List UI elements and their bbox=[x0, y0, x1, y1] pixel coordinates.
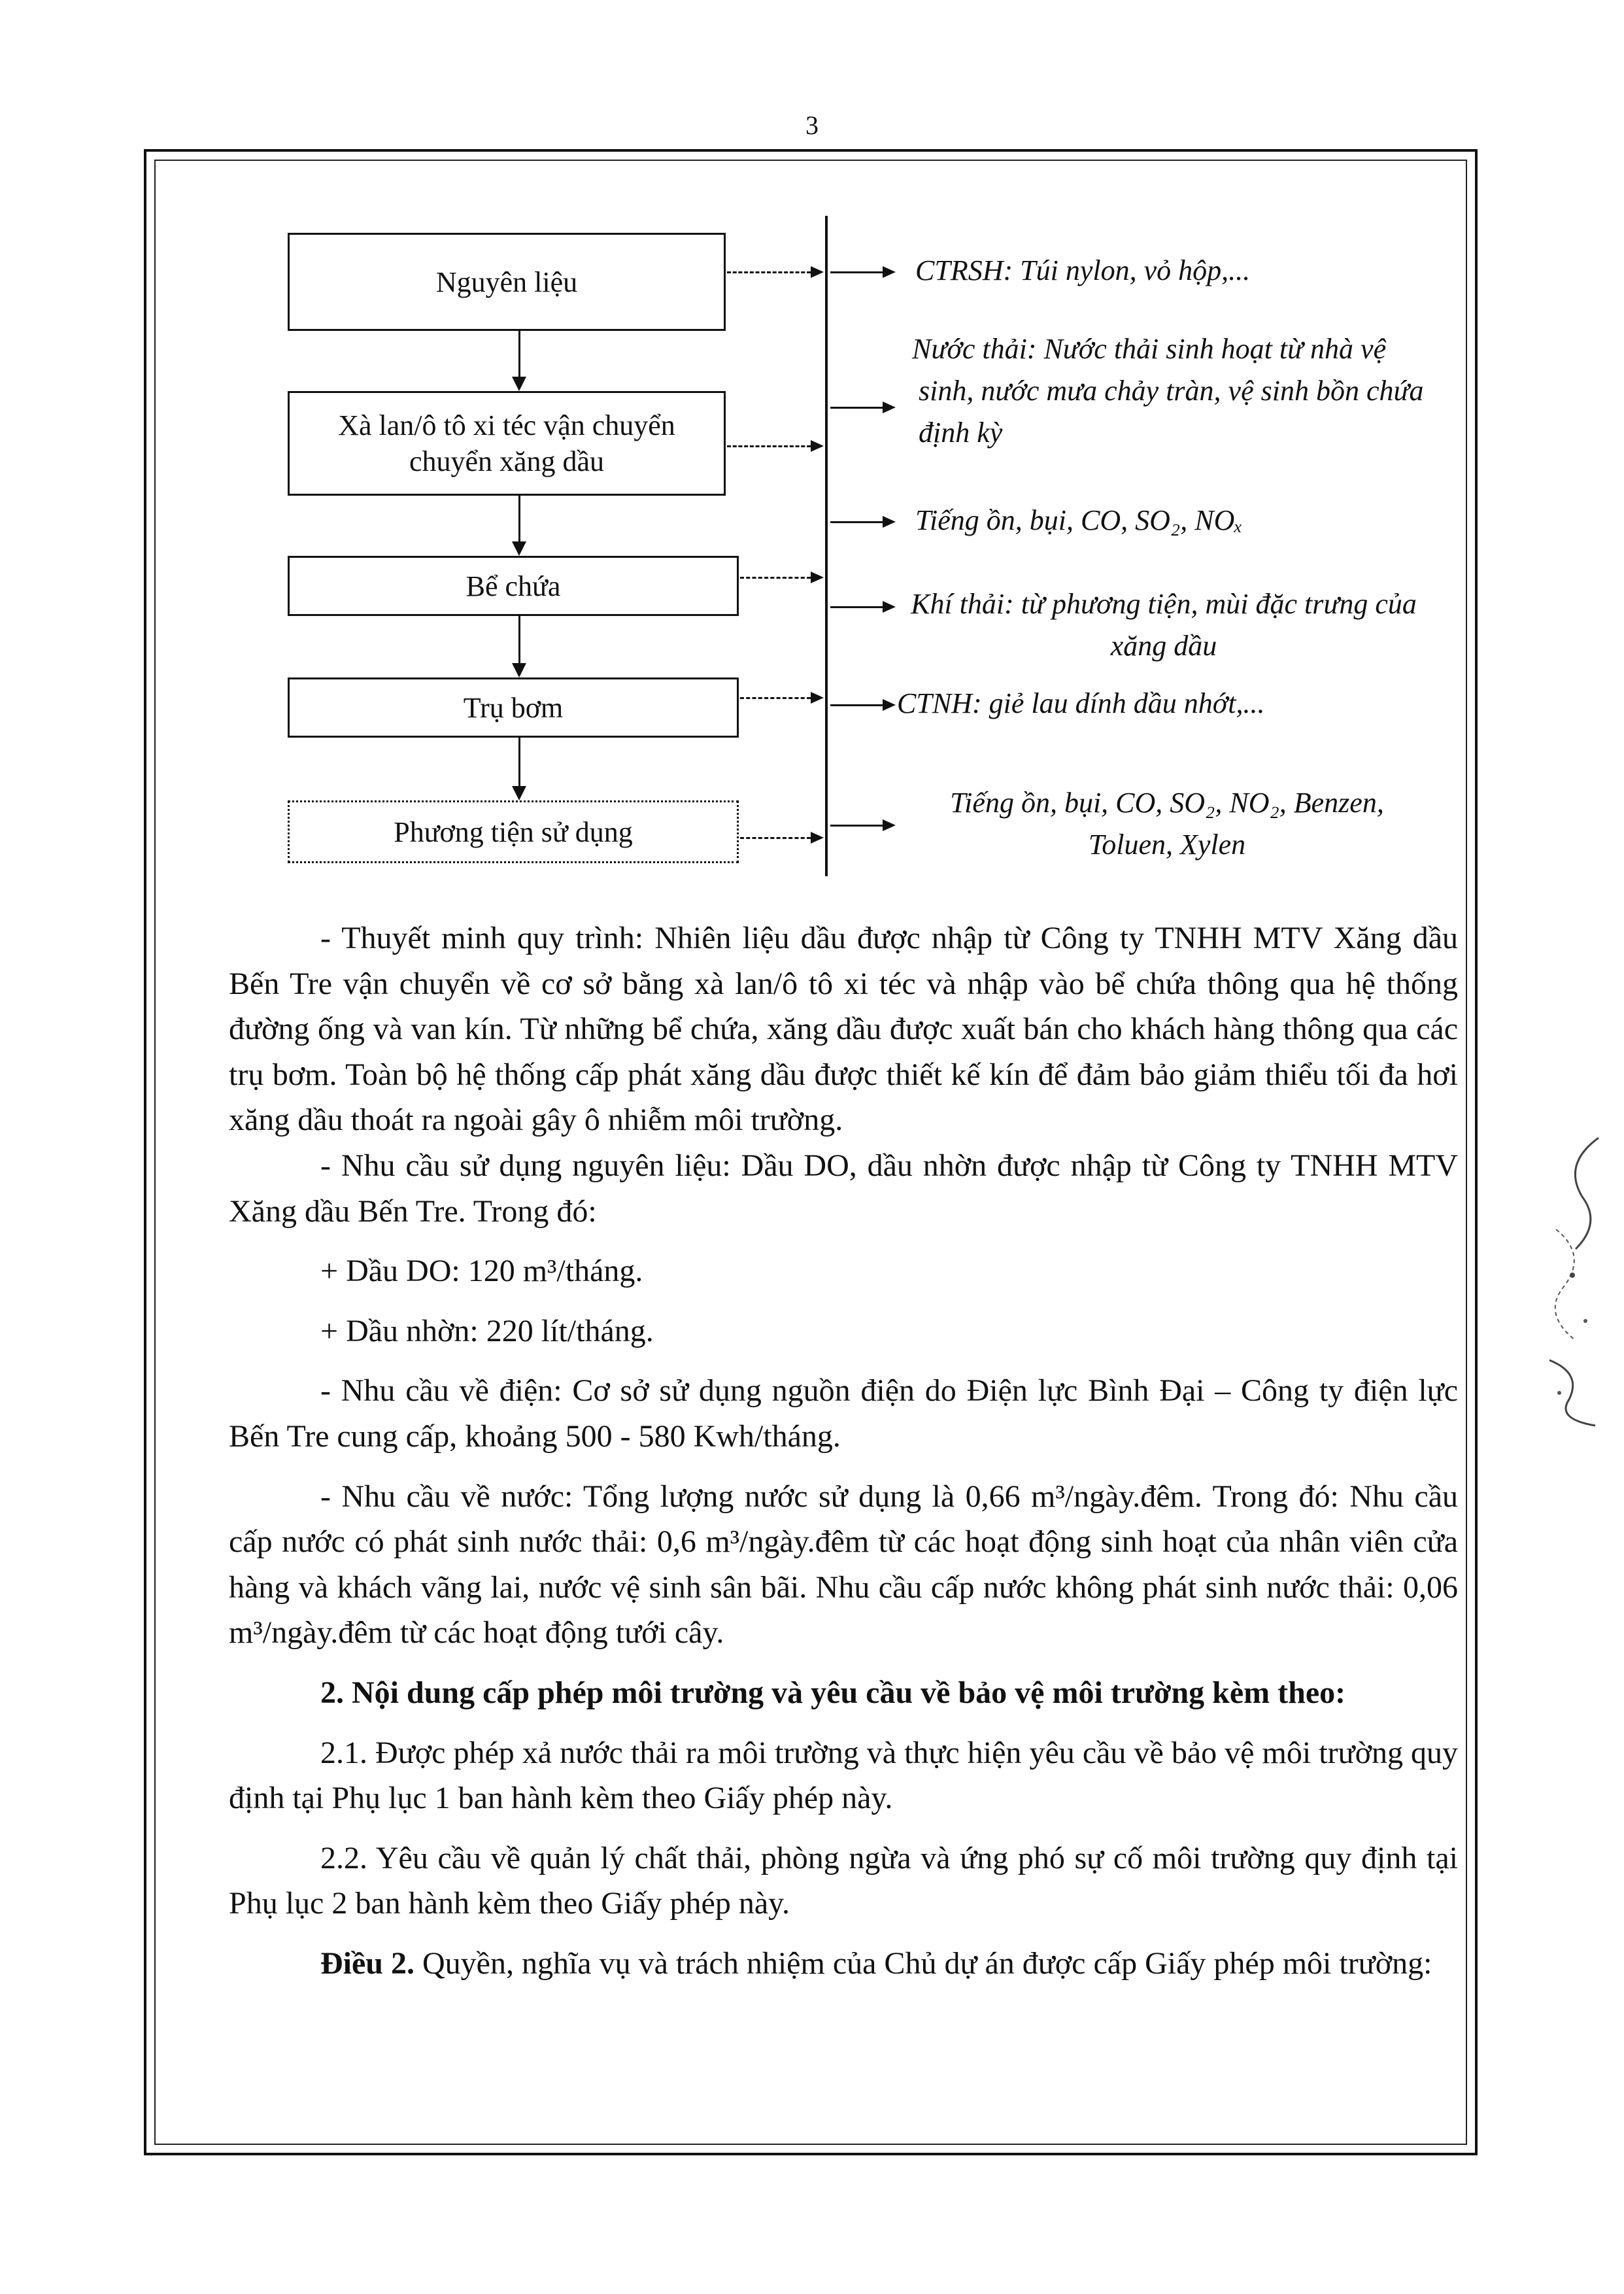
output-solid-waste: CTRSH: Túi nylon, vỏ hộp,... bbox=[915, 254, 1251, 286]
arrow-right-icon bbox=[883, 516, 896, 528]
arrow-right-icon bbox=[883, 266, 896, 278]
dashed-connector bbox=[727, 445, 811, 447]
arrow-right-icon bbox=[883, 819, 896, 831]
arrow-right-icon bbox=[811, 572, 824, 583]
connector-line bbox=[518, 331, 520, 377]
article-label: Điều 2. bbox=[320, 1945, 414, 1981]
paragraph-electricity-demand: - Nhu cầu về điện: Cơ sở sử dụng nguồn điện do Điện lực Bình Đại – Công ty điện lực Bến Tre cung cấp, khoảng 500 - 580 Kwh/tháng. bbox=[229, 1373, 1458, 1454]
dashed-connector bbox=[740, 697, 811, 699]
arrow-right-icon bbox=[883, 699, 896, 711]
paragraph-material-demand: - Nhu cầu sử dụng nguyên liệu: Dầu DO, dầu nhờn được nhập từ Công ty TNHH MTV Xăng dầu Bến Tre. Trong đó: bbox=[229, 1148, 1458, 1229]
page-number: 3 bbox=[805, 111, 819, 140]
output-connector bbox=[830, 606, 883, 608]
output-noise-dust: Tiếng ồn, bụi, CO, SO₂, NOₓ bbox=[915, 504, 1243, 536]
arrow-down-icon bbox=[512, 786, 526, 800]
output-wastewater: Nước thải: Nước thải sinh hoạt từ nhà vệ sinh, nước mưa chảy tràn, vệ sinh bồn chứa định kỳ bbox=[912, 333, 1424, 449]
flow-step-storage-tank: Bể chứa bbox=[288, 556, 739, 616]
output-connector bbox=[830, 271, 883, 273]
output-connector bbox=[830, 521, 883, 523]
arrow-right-icon bbox=[811, 266, 824, 278]
paragraph-article-2 bbox=[229, 1941, 1458, 1987]
arrow-down-icon bbox=[512, 377, 526, 391]
paragraph-2-2: 2.2. Yêu cầu về quản lý chất thải, phòng ngừa và ứng phó sự cố môi trường quy định tại Phụ lục 2 ban hành kèm theo Giấy phép này. bbox=[229, 1840, 1458, 1921]
arrow-right-icon bbox=[811, 440, 824, 452]
connector-line bbox=[518, 738, 520, 786]
collector-line bbox=[825, 216, 828, 876]
article-text: Quyền, nghĩa vụ và trách nhiệm của Chủ dự án được cấp Giấy phép môi trường: bbox=[414, 1945, 1432, 1981]
dashed-connector bbox=[740, 577, 811, 579]
arrow-down-icon bbox=[512, 541, 526, 556]
dashed-connector bbox=[727, 271, 811, 273]
output-connector bbox=[830, 704, 883, 706]
output-hazardous-waste: CTNH: giẻ lau dính dầu nhớt,... bbox=[897, 687, 1265, 719]
output-connector bbox=[830, 825, 883, 827]
body-text bbox=[229, 916, 1458, 1986]
list-item-lubricant: + Dầu nhờn: 220 lít/tháng. bbox=[320, 1313, 654, 1348]
arrow-right-icon bbox=[883, 402, 896, 413]
paragraph-process-description: - Thuyết minh quy trình: Nhiên liệu dầu được nhập từ Công ty TNHH MTV Xăng dầu Bến Tre vận chuyển về cơ sở bằng xà lan/ô tô xi téc và nhập vào bể chứa thông qua hệ thống đường ống và van kín. Từ những bể chứa, xăng dầu được xuất bán cho khách hàng thông qua các trụ bơm. Toàn bộ hệ thống cấp phát xăng dầu được thiết kế kín để đảm bảo giảm thiểu tối đa hơi xăng dầu thoát ra ngoài gây ô nhiễm môi trường. bbox=[229, 921, 1458, 1138]
paragraph-water-demand: - Nhu cầu về nước: Tổng lượng nước sử dụng là 0,66 m³/ngày.đêm. Trong đó: Nhu cầu cấp nước có phát sinh nước thải: 0,6 m³/ngày.đêm từ các hoạt động sinh hoạt của nhân viên cửa hàng và khách vãng lai, nước vệ sinh sân bãi. Nhu cầu cấp nước không phát sinh nước thải: 0,06 m³/ngày.đêm từ các hoạt động tưới cây. bbox=[229, 1479, 1458, 1651]
arrow-right-icon bbox=[883, 601, 896, 613]
arrow-down-icon bbox=[512, 663, 526, 677]
arrow-right-icon bbox=[811, 692, 824, 704]
flow-step-vehicle: Phương tiện sử dụng bbox=[288, 800, 739, 863]
connector-line bbox=[518, 496, 520, 541]
dashed-connector bbox=[740, 837, 811, 839]
flow-step-transport: Xà lan/ô tô xi téc vận chuyển chuyển xăng dầu bbox=[288, 391, 726, 496]
section-heading-2: 2. Nội dung cấp phép môi trường và yêu cầu về bảo vệ môi trường kèm theo: bbox=[320, 1675, 1346, 1710]
output-noise-emissions: Tiếng ồn, bụi, CO, SO₂, NO₂, Benzen, Toluen, Xylen bbox=[950, 787, 1384, 861]
list-item-do-oil: + Dầu DO: 120 m³/tháng. bbox=[320, 1254, 643, 1289]
arrow-right-icon bbox=[811, 832, 824, 844]
seal-stamp-fragment bbox=[1536, 1125, 1608, 1432]
connector-line bbox=[518, 616, 520, 663]
flow-step-raw-material: Nguyên liệu bbox=[288, 233, 726, 331]
output-exhaust-gas: Khí thải: từ phương tiện, mùi đặc trưng của xăng dầu bbox=[911, 588, 1417, 662]
output-connector bbox=[830, 407, 883, 409]
paragraph-2-1: 2.1. Được phép xả nước thải ra môi trường và thực hiện yêu cầu về bảo vệ môi trường quy định tại Phụ lục 1 ban hành kèm theo Giấy phép này. bbox=[229, 1735, 1458, 1816]
flow-step-pump: Trụ bơm bbox=[288, 677, 739, 738]
